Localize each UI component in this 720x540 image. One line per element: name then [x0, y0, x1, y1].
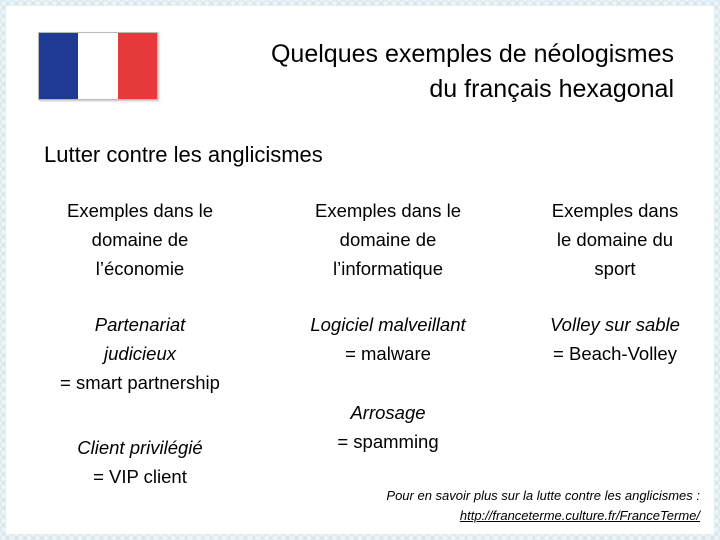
- franceterme-link[interactable]: http://franceterme.culture.fr/FranceTerme/: [459, 508, 700, 523]
- french-term: Arrosage: [350, 402, 426, 423]
- heading-line: domaine de: [91, 229, 189, 250]
- heading-line: Exemples dans: [551, 200, 679, 221]
- example-item: [30, 433, 250, 491]
- french-term: Client privilégié: [77, 437, 203, 458]
- english-term: = spamming: [337, 431, 439, 452]
- french-term: judicieux: [104, 343, 176, 364]
- flag-blue-band: [39, 33, 78, 99]
- heading-line: le domaine du: [556, 229, 674, 250]
- footnote: [386, 486, 700, 526]
- page-title: [154, 37, 674, 107]
- example-item: [278, 398, 498, 456]
- slide: [6, 6, 714, 534]
- french-term: Logiciel malveillant: [310, 314, 466, 335]
- french-flag-icon: [38, 32, 158, 100]
- heading-line: Exemples dans le: [314, 200, 462, 221]
- heading-line: sport: [594, 258, 636, 279]
- example-item: [510, 310, 720, 368]
- english-term: = smart partnership: [60, 372, 220, 393]
- title-line-2: du français hexagonal: [429, 75, 674, 103]
- footnote-text: Pour en savoir plus sur la lutte contre les anglicismes :: [386, 488, 700, 503]
- column-sport: [510, 196, 720, 368]
- french-term: Volley sur sable: [550, 314, 680, 335]
- heading-line: l’économie: [95, 258, 185, 279]
- heading-line: domaine de: [339, 229, 437, 250]
- french-term: Partenariat: [94, 314, 186, 335]
- column-informatique: [278, 196, 498, 456]
- example-item: [30, 310, 250, 397]
- title-line-1: Quelques exemples de néologismes: [270, 40, 674, 68]
- column-heading: [30, 196, 250, 283]
- english-term: = malware: [345, 343, 431, 364]
- english-term: = VIP client: [93, 466, 187, 487]
- column-heading: [278, 196, 498, 283]
- column-economie: [30, 196, 250, 491]
- flag-red-band: [118, 33, 157, 99]
- heading-line: l’informatique: [332, 258, 444, 279]
- column-heading: [510, 196, 720, 283]
- section-heading: Lutter contre les anglicismes: [44, 142, 323, 167]
- example-item: [278, 310, 498, 368]
- flag-white-band: [78, 33, 117, 99]
- english-term: = Beach-Volley: [553, 343, 677, 364]
- heading-line: Exemples dans le: [66, 200, 214, 221]
